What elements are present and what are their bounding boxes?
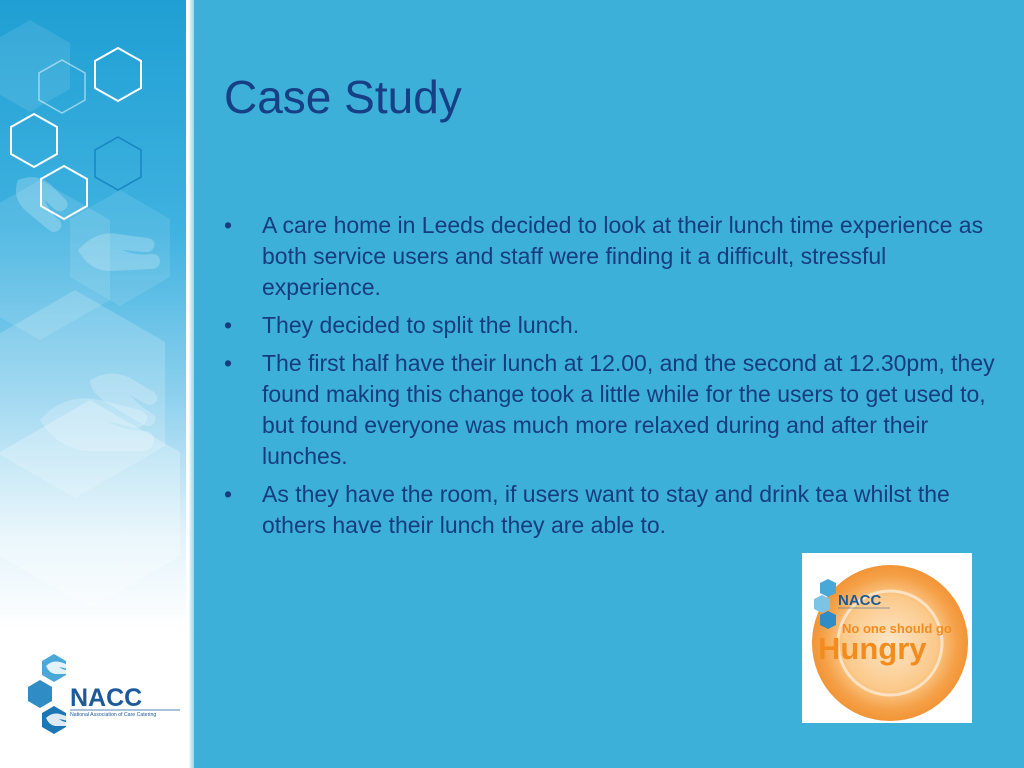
no-one-should-go-hungry-logo	[802, 553, 972, 723]
bullet-item	[224, 479, 1006, 541]
svg-text:No one should go: No one should go	[842, 621, 952, 636]
bullet-text: As they have the room, if users want to stay and drink tea whilst the others have their lunch they are able to.	[262, 481, 950, 538]
bullet-marker: •	[224, 212, 233, 238]
bullet-text: A care home in Leeds decided to look at their lunch time experience as both service users and staff were finding it a difficult, stressful experience.	[262, 212, 984, 300]
nacc-logo	[22, 650, 187, 750]
nacc-hexagon-logo-icon	[22, 650, 187, 750]
bullet-item	[224, 348, 1006, 472]
bullet-item	[224, 310, 1006, 341]
sidebar-divider	[186, 0, 194, 768]
hungry-badge-icon	[802, 553, 972, 723]
svg-text:NACC: NACC	[70, 684, 143, 712]
bullet-marker: •	[224, 312, 233, 338]
svg-text:Hungry: Hungry	[818, 631, 927, 666]
slide-title: Case Study	[224, 71, 462, 123]
bullet-marker: •	[224, 350, 233, 376]
svg-text:National Association of Care C: National Association of Care Catering	[70, 712, 157, 718]
svg-text:NACC: NACC	[838, 592, 882, 609]
bullet-marker: •	[224, 481, 233, 507]
bullet-text: The first half have their lunch at 12.00, and the second at 12.30pm, they found making this change took a little while for the users to get used to, but found everyone was much more relaxed during and after their lunches.	[262, 350, 995, 469]
bullet-text: They decided to split the lunch.	[262, 312, 580, 338]
bullet-list	[224, 210, 1006, 548]
bullet-item	[224, 210, 1006, 303]
